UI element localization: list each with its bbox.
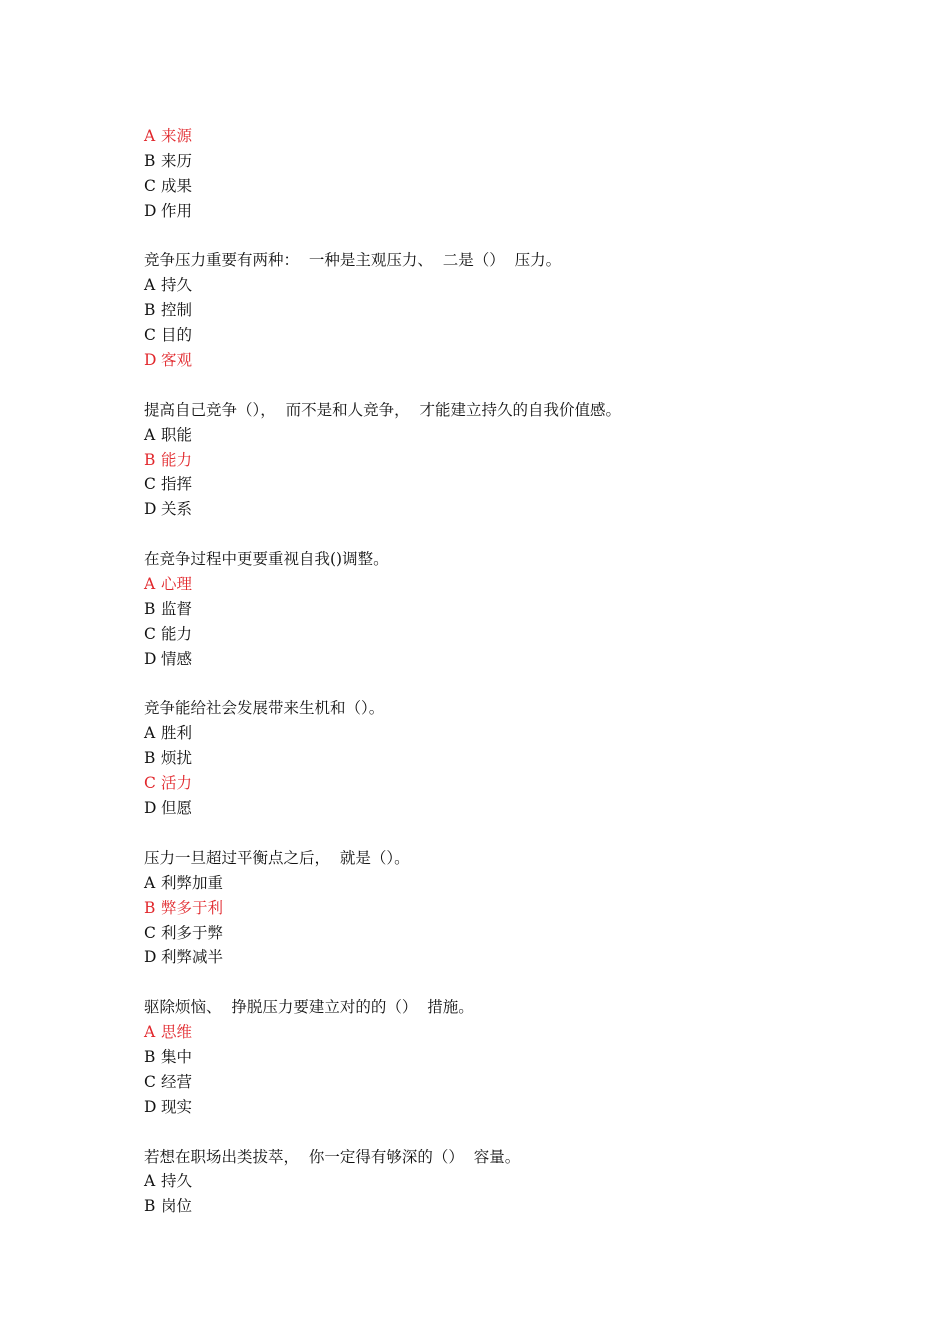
option-text: 情感 bbox=[161, 649, 193, 668]
option-text: 心理 bbox=[161, 575, 193, 594]
option-text: 集中 bbox=[161, 1047, 193, 1066]
option-letter: D bbox=[144, 201, 157, 220]
answer-option bbox=[144, 746, 864, 771]
option-letter: A bbox=[144, 1023, 156, 1042]
option-text: 指挥 bbox=[161, 475, 193, 494]
option-text: 控制 bbox=[161, 301, 193, 320]
answer-option bbox=[144, 796, 864, 821]
block-spacer bbox=[144, 224, 864, 249]
option-text: 经营 bbox=[161, 1072, 193, 1091]
answer-option bbox=[144, 597, 864, 622]
answer-option bbox=[144, 1070, 864, 1095]
answer-option bbox=[144, 472, 864, 497]
block-spacer bbox=[144, 970, 864, 995]
answer-option-correct bbox=[144, 124, 864, 149]
answer-option bbox=[144, 1194, 864, 1219]
answer-option-correct bbox=[144, 771, 864, 796]
question-block bbox=[144, 124, 864, 224]
answer-option bbox=[144, 1169, 864, 1194]
option-letter: A bbox=[144, 873, 156, 892]
option-letter: A bbox=[144, 724, 156, 743]
question-text: 驱除烦恼、 挣脱压力要建立对的的（） 措施。 bbox=[144, 998, 474, 1017]
answer-option bbox=[144, 273, 864, 298]
option-text: 活力 bbox=[161, 774, 193, 793]
option-letter: C bbox=[144, 774, 156, 793]
option-text: 利弊减半 bbox=[161, 948, 224, 967]
question-text: 压力一旦超过平衡点之后， 就是（）。 bbox=[144, 848, 410, 867]
option-letter: D bbox=[144, 948, 157, 967]
block-spacer bbox=[144, 672, 864, 697]
question-block bbox=[144, 846, 864, 970]
answer-option-correct bbox=[144, 896, 864, 921]
option-text: 作用 bbox=[161, 201, 193, 220]
answer-option bbox=[144, 622, 864, 647]
option-letter: B bbox=[144, 898, 156, 917]
option-text: 利多于弊 bbox=[161, 923, 224, 942]
question-text: 竞争能给社会发展带来生机和（）。 bbox=[144, 699, 385, 718]
question-text: 在竞争过程中更要重视自我()调整。 bbox=[144, 550, 389, 569]
option-letter: C bbox=[144, 1072, 156, 1091]
answer-option bbox=[144, 149, 864, 174]
option-text: 客观 bbox=[161, 351, 193, 370]
option-letter: B bbox=[144, 749, 156, 768]
question-block bbox=[144, 696, 864, 820]
block-spacer bbox=[144, 373, 864, 398]
option-letter: D bbox=[144, 1097, 157, 1116]
question-block bbox=[144, 1145, 864, 1220]
answer-option bbox=[144, 174, 864, 199]
answer-option bbox=[144, 721, 864, 746]
option-text: 岗位 bbox=[161, 1197, 193, 1216]
option-letter: C bbox=[144, 923, 156, 942]
answer-option bbox=[144, 323, 864, 348]
option-letter: A bbox=[144, 276, 156, 295]
option-text: 目的 bbox=[161, 326, 193, 345]
option-letter: A bbox=[144, 575, 156, 594]
question-block bbox=[144, 995, 864, 1119]
question-block bbox=[144, 398, 864, 522]
answer-option bbox=[144, 871, 864, 896]
question-text: 提高自己竞争（）， 而不是和人竞争， 才能建立持久的自我价值感。 bbox=[144, 400, 621, 419]
option-letter: C bbox=[144, 475, 156, 494]
answer-option-correct bbox=[144, 448, 864, 473]
block-spacer bbox=[144, 522, 864, 547]
option-letter: B bbox=[144, 301, 156, 320]
option-text: 能力 bbox=[161, 450, 193, 469]
question-block bbox=[144, 547, 864, 671]
block-spacer bbox=[144, 1120, 864, 1145]
option-text: 持久 bbox=[161, 1172, 193, 1191]
option-letter: B bbox=[144, 1047, 156, 1066]
option-text: 职能 bbox=[161, 425, 193, 444]
option-letter: A bbox=[144, 425, 156, 444]
answer-option bbox=[144, 298, 864, 323]
option-letter: C bbox=[144, 326, 156, 345]
option-text: 利弊加重 bbox=[161, 873, 224, 892]
answer-option bbox=[144, 1045, 864, 1070]
option-letter: C bbox=[144, 176, 156, 195]
option-letter: D bbox=[144, 500, 157, 519]
option-letter: B bbox=[144, 599, 156, 618]
option-text: 来历 bbox=[161, 151, 193, 170]
option-letter: A bbox=[144, 1172, 156, 1191]
option-letter: D bbox=[144, 649, 157, 668]
answer-option bbox=[144, 1095, 864, 1120]
answer-option bbox=[144, 647, 864, 672]
option-text: 来源 bbox=[161, 127, 193, 145]
option-text: 弊多于利 bbox=[161, 898, 224, 917]
question-text: 竞争压力重要有两种： 一种是主观压力、 二是（） 压力。 bbox=[144, 251, 562, 270]
answer-option bbox=[144, 423, 864, 448]
answer-option-correct bbox=[144, 1020, 864, 1045]
option-letter: A bbox=[144, 127, 156, 145]
option-letter: C bbox=[144, 624, 156, 643]
option-letter: B bbox=[144, 1197, 156, 1216]
answer-option-correct bbox=[144, 572, 864, 597]
option-text: 胜利 bbox=[161, 724, 193, 743]
question-block bbox=[144, 248, 864, 372]
option-text: 成果 bbox=[161, 176, 193, 195]
option-letter: D bbox=[144, 351, 157, 370]
option-letter: B bbox=[144, 151, 156, 170]
option-text: 烦扰 bbox=[161, 749, 193, 768]
option-text: 思维 bbox=[161, 1023, 193, 1042]
option-text: 关系 bbox=[161, 500, 193, 519]
option-text: 持久 bbox=[161, 276, 193, 295]
option-text: 但愿 bbox=[161, 799, 193, 818]
option-text: 能力 bbox=[161, 624, 193, 643]
answer-option-correct bbox=[144, 348, 864, 373]
answer-option bbox=[144, 945, 864, 970]
answer-option bbox=[144, 199, 864, 224]
document-body bbox=[144, 124, 864, 1219]
answer-option bbox=[144, 921, 864, 946]
option-text: 现实 bbox=[161, 1097, 193, 1116]
option-letter: B bbox=[144, 450, 156, 469]
block-spacer bbox=[144, 821, 864, 846]
option-text: 监督 bbox=[161, 599, 193, 618]
answer-option bbox=[144, 497, 864, 522]
option-letter: D bbox=[144, 799, 157, 818]
question-text: 若想在职场出类拔萃， 你一定得有够深的（） 容量。 bbox=[144, 1147, 521, 1166]
